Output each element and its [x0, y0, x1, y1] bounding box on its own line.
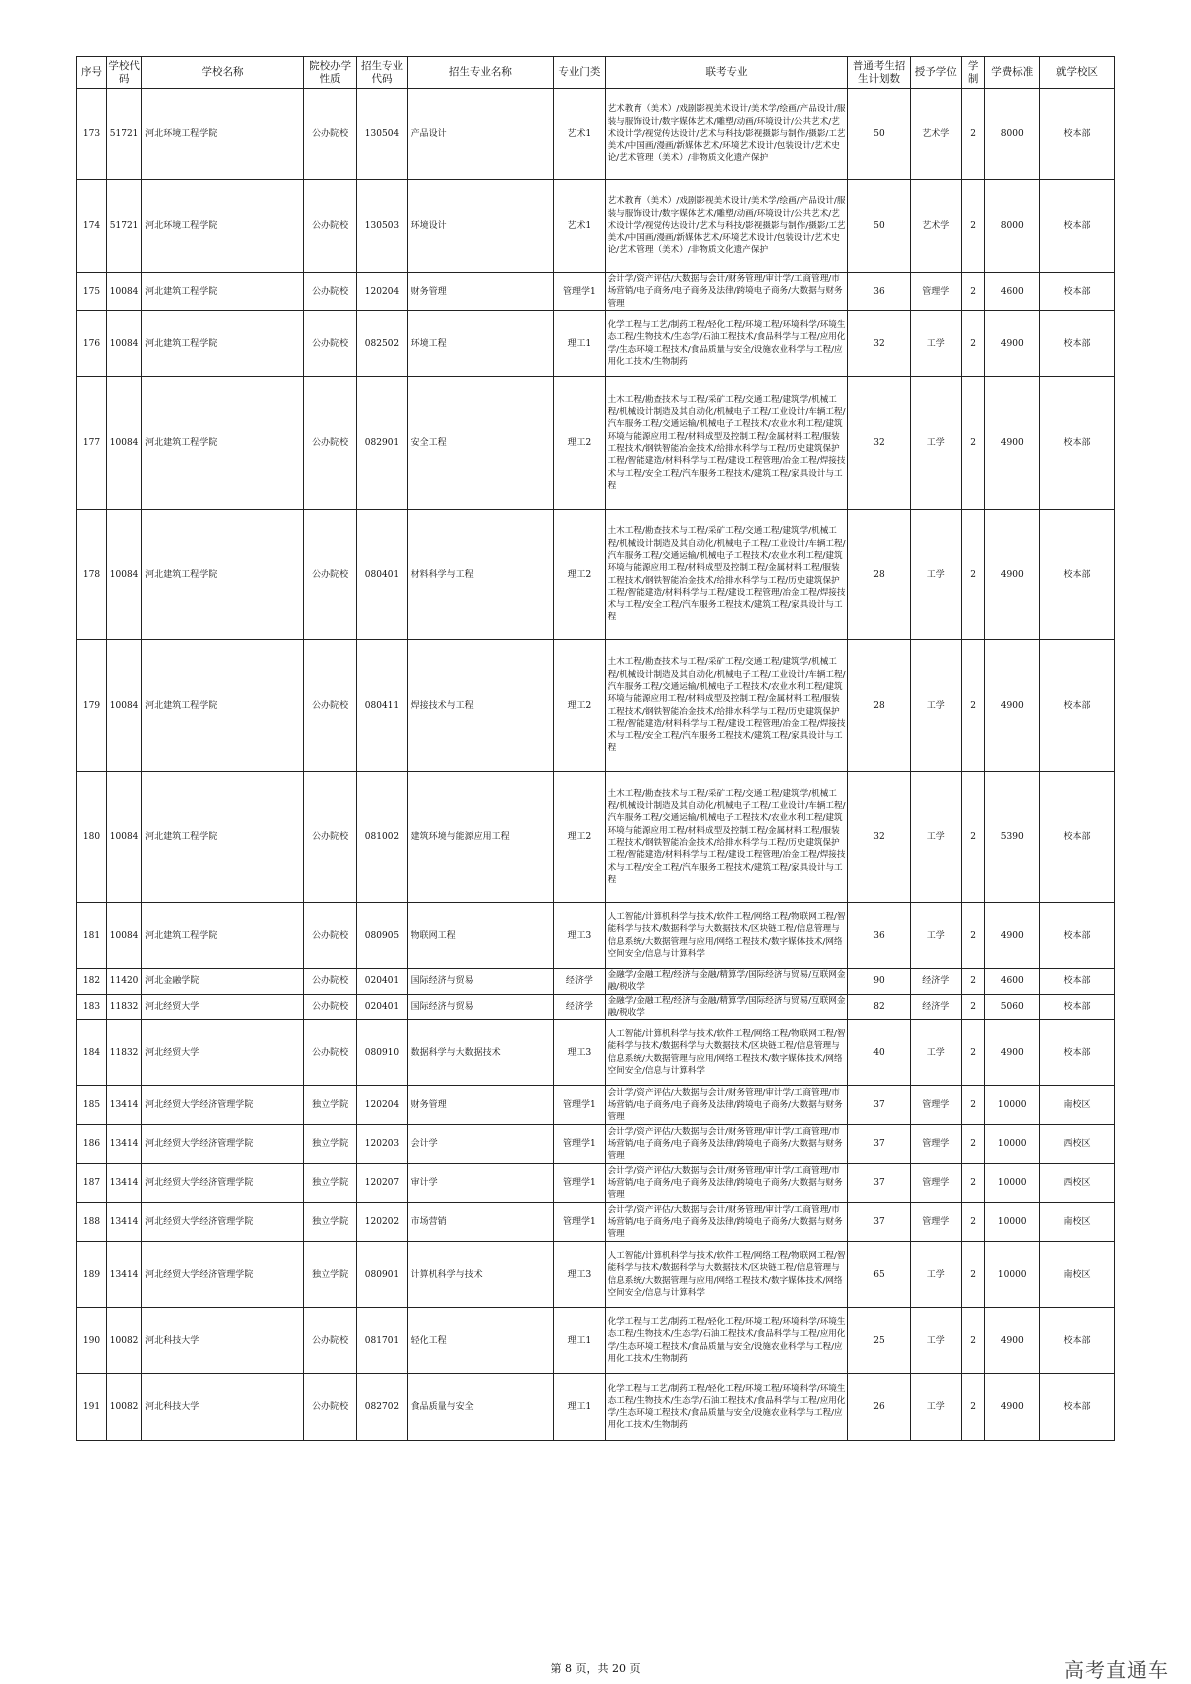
category-cell: 管理学1 — [554, 1086, 605, 1125]
plan-count-cell: 36 — [848, 903, 910, 969]
major-code-cell: 120204 — [357, 1086, 407, 1125]
school-name-cell: 河北经贸大学经济管理学院 — [142, 1125, 304, 1164]
campus-cell: 校本部 — [1040, 510, 1115, 640]
school-type-cell: 独立学院 — [303, 1164, 357, 1203]
major-name-cell: 产品设计 — [407, 89, 554, 180]
category-cell: 理工3 — [554, 903, 605, 969]
major-name-cell: 数据科学与大数据技术 — [407, 1020, 554, 1086]
joint-exam-subjects-cell: 土木工程/勘查技术与工程/采矿工程/交通工程/建筑学/机械工程/机械设计制造及其自动化/机械电子工程/工业设计/车辆工程/汽车服务工程/交通运输/机械电子工程技术/农业水利工程/建筑环境与能源应用工程/材料成型及控制工程/金属材料工程/服装工程技术/钢铁智能冶金技术/给排水科学与工程/历史建筑保护工程/智能建造/材料科学与工程/建设工程管理/冶金工程/焊接技术与工程/安全工程/汽车服务工程技术/建筑工程/家具设计与工程 — [605, 377, 848, 510]
major-name-cell: 计算机科学与技术 — [407, 1242, 554, 1308]
category-cell: 理工3 — [554, 1020, 605, 1086]
school-code-cell: 13414 — [106, 1164, 141, 1203]
school-type-cell: 公办院校 — [303, 994, 357, 1020]
joint-exam-subjects-cell: 人工智能/计算机科学与技术/软件工程/网络工程/物联网工程/智能科学与技术/数据科学与大数据技术/区块链工程/信息管理与信息系统/大数据管理与应用/网络工程技术/数字媒体技术/网络空间安全/信息与计算科学 — [605, 1020, 848, 1086]
tuition-cell: 4900 — [985, 1308, 1040, 1374]
row-number-cell: 185 — [77, 1086, 107, 1125]
category-cell: 经济学 — [554, 994, 605, 1020]
duration-cell: 2 — [961, 273, 985, 311]
joint-exam-subjects-cell: 会计学/资产评估/大数据与会计/财务管理/审计学/工商管理/市场营销/电子商务/电子商务及法律/跨境电子商务/大数据与财务管理 — [605, 1203, 848, 1242]
table-header-row — [77, 57, 1115, 89]
table-row — [77, 640, 1115, 772]
school-name-cell: 河北建筑工程学院 — [142, 772, 304, 903]
degree-cell: 工学 — [910, 1374, 961, 1441]
major-code-cell: 080905 — [357, 903, 407, 969]
duration-cell: 2 — [961, 311, 985, 377]
plan-count-cell: 28 — [848, 640, 910, 772]
category-cell: 管理学1 — [554, 1164, 605, 1203]
major-name-cell: 市场营销 — [407, 1203, 554, 1242]
plan-count-cell: 50 — [848, 180, 910, 273]
tuition-cell: 10000 — [985, 1242, 1040, 1308]
duration-cell: 2 — [961, 1164, 985, 1203]
school-type-cell: 公办院校 — [303, 311, 357, 377]
table-row — [77, 1374, 1115, 1441]
joint-exam-subjects-cell: 金融学/金融工程/经济与金融/精算学/国际经济与贸易/互联网金融/税收学 — [605, 994, 848, 1020]
school-type-cell: 公办院校 — [303, 1308, 357, 1374]
table-row — [77, 1164, 1115, 1203]
row-number-cell: 175 — [77, 273, 107, 311]
major-code-cell: 020401 — [357, 969, 407, 995]
joint-exam-subjects-cell: 会计学/资产评估/大数据与会计/财务管理/审计学/工商管理/市场营销/电子商务/电子商务及法律/跨境电子商务/大数据与财务管理 — [605, 1164, 848, 1203]
table-row — [77, 311, 1115, 377]
plan-count-cell: 50 — [848, 89, 910, 180]
row-number-cell: 173 — [77, 89, 107, 180]
school-name-cell: 河北经贸大学经济管理学院 — [142, 1164, 304, 1203]
school-type-cell: 公办院校 — [303, 903, 357, 969]
school-name-cell: 河北建筑工程学院 — [142, 640, 304, 772]
campus-cell: 校本部 — [1040, 377, 1115, 510]
school-code-cell: 11832 — [106, 1020, 141, 1086]
tuition-cell: 10000 — [985, 1125, 1040, 1164]
plan-count-cell: 82 — [848, 994, 910, 1020]
category-cell: 理工3 — [554, 1242, 605, 1308]
page-footer: 第 8 页，共 20 页 — [550, 1662, 641, 1675]
school-code-cell: 10084 — [106, 311, 141, 377]
joint-exam-subjects-cell: 土木工程/勘查技术与工程/采矿工程/交通工程/建筑学/机械工程/机械设计制造及其自动化/机械电子工程/工业设计/车辆工程/汽车服务工程/交通运输/机械电子工程技术/农业水利工程/建筑环境与能源应用工程/材料成型及控制工程/金属材料工程/服装工程技术/钢铁智能冶金技术/给排水科学与工程/历史建筑保护工程/智能建造/材料科学与工程/建设工程管理/冶金工程/焊接技术与工程/安全工程/汽车服务工程技术/建筑工程/家具设计与工程 — [605, 772, 848, 903]
campus-cell: 西校区 — [1040, 1164, 1115, 1203]
table-row — [77, 969, 1115, 995]
school-code-cell: 10084 — [106, 510, 141, 640]
major-name-cell: 财务管理 — [407, 273, 554, 311]
tuition-cell: 4900 — [985, 640, 1040, 772]
campus-cell: 校本部 — [1040, 903, 1115, 969]
major-name-cell: 材料科学与工程 — [407, 510, 554, 640]
school-type-cell: 公办院校 — [303, 180, 357, 273]
duration-cell: 2 — [961, 903, 985, 969]
school-code-cell: 10084 — [106, 377, 141, 510]
tuition-cell: 5060 — [985, 994, 1040, 1020]
campus-cell: 校本部 — [1040, 994, 1115, 1020]
school-type-cell: 公办院校 — [303, 89, 357, 180]
school-name-cell: 河北建筑工程学院 — [142, 311, 304, 377]
category-cell: 理工2 — [554, 640, 605, 772]
tuition-cell: 8000 — [985, 180, 1040, 273]
plan-count-cell: 28 — [848, 510, 910, 640]
major-code-cell: 020401 — [357, 994, 407, 1020]
table-row — [77, 772, 1115, 903]
row-number-cell: 179 — [77, 640, 107, 772]
table-row — [77, 273, 1115, 311]
degree-cell: 工学 — [910, 1308, 961, 1374]
school-type-cell: 公办院校 — [303, 640, 357, 772]
table-row — [77, 1125, 1115, 1164]
school-code-cell: 11420 — [106, 969, 141, 995]
school-type-cell: 公办院校 — [303, 1374, 357, 1441]
major-code-cell: 130503 — [357, 180, 407, 273]
degree-cell: 工学 — [910, 311, 961, 377]
table-row — [77, 1086, 1115, 1125]
header-cell: 招生专业代码 — [357, 57, 407, 89]
tuition-cell: 10000 — [985, 1164, 1040, 1203]
major-name-cell: 轻化工程 — [407, 1308, 554, 1374]
table-row — [77, 377, 1115, 510]
plan-count-cell: 26 — [848, 1374, 910, 1441]
school-type-cell: 公办院校 — [303, 273, 357, 311]
row-number-cell: 180 — [77, 772, 107, 903]
table-row — [77, 1020, 1115, 1086]
school-name-cell: 河北经贸大学经济管理学院 — [142, 1242, 304, 1308]
header-cell: 学校代码 — [106, 57, 141, 89]
duration-cell: 2 — [961, 640, 985, 772]
school-type-cell: 公办院校 — [303, 1020, 357, 1086]
row-number-cell: 174 — [77, 180, 107, 273]
school-name-cell: 河北科技大学 — [142, 1374, 304, 1441]
degree-cell: 工学 — [910, 377, 961, 510]
row-number-cell: 177 — [77, 377, 107, 510]
table-row — [77, 1308, 1115, 1374]
category-cell: 经济学 — [554, 969, 605, 995]
major-name-cell: 建筑环境与能源应用工程 — [407, 772, 554, 903]
header-cell: 就学校区 — [1040, 57, 1115, 89]
header-cell: 专业门类 — [554, 57, 605, 89]
row-number-cell: 176 — [77, 311, 107, 377]
major-name-cell: 审计学 — [407, 1164, 554, 1203]
category-cell: 管理学1 — [554, 1203, 605, 1242]
header-cell: 普通考生招生计划数 — [848, 57, 910, 89]
table-row — [77, 1203, 1115, 1242]
header-cell: 序号 — [77, 57, 107, 89]
campus-cell: 校本部 — [1040, 1020, 1115, 1086]
category-cell: 理工1 — [554, 311, 605, 377]
joint-exam-subjects-cell: 土木工程/勘查技术与工程/采矿工程/交通工程/建筑学/机械工程/机械设计制造及其自动化/机械电子工程/工业设计/车辆工程/汽车服务工程/交通运输/机械电子工程技术/农业水利工程/建筑环境与能源应用工程/材料成型及控制工程/金属材料工程/服装工程技术/钢铁智能冶金技术/给排水科学与工程/历史建筑保护工程/智能建造/材料科学与工程/建设工程管理/冶金工程/焊接技术与工程/安全工程/汽车服务工程技术/建筑工程/家具设计与工程 — [605, 510, 848, 640]
campus-cell: 校本部 — [1040, 273, 1115, 311]
campus-cell: 校本部 — [1040, 1308, 1115, 1374]
table-row — [77, 89, 1115, 180]
duration-cell: 2 — [961, 89, 985, 180]
degree-cell: 工学 — [910, 1242, 961, 1308]
school-type-cell: 独立学院 — [303, 1203, 357, 1242]
plan-count-cell: 32 — [848, 772, 910, 903]
campus-cell: 南校区 — [1040, 1086, 1115, 1125]
degree-cell: 经济学 — [910, 969, 961, 995]
degree-cell: 管理学 — [910, 1164, 961, 1203]
major-name-cell: 财务管理 — [407, 1086, 554, 1125]
major-code-cell: 082702 — [357, 1374, 407, 1441]
joint-exam-subjects-cell: 金融学/金融工程/经济与金融/精算学/国际经济与贸易/互联网金融/税收学 — [605, 969, 848, 995]
major-code-cell: 081002 — [357, 772, 407, 903]
degree-cell: 管理学 — [910, 1203, 961, 1242]
degree-cell: 工学 — [910, 903, 961, 969]
school-code-cell: 11832 — [106, 994, 141, 1020]
table-row — [77, 994, 1115, 1020]
school-code-cell: 10084 — [106, 640, 141, 772]
campus-cell: 校本部 — [1040, 640, 1115, 772]
major-code-cell: 080401 — [357, 510, 407, 640]
school-name-cell: 河北经贸大学经济管理学院 — [142, 1086, 304, 1125]
tuition-cell: 10000 — [985, 1086, 1040, 1125]
duration-cell: 2 — [961, 1086, 985, 1125]
major-name-cell: 环境设计 — [407, 180, 554, 273]
duration-cell: 2 — [961, 1374, 985, 1441]
tuition-cell: 4600 — [985, 273, 1040, 311]
tuition-cell: 8000 — [985, 89, 1040, 180]
school-name-cell: 河北环境工程学院 — [142, 89, 304, 180]
major-code-cell: 080901 — [357, 1242, 407, 1308]
major-name-cell: 国际经济与贸易 — [407, 994, 554, 1020]
major-code-cell: 120202 — [357, 1203, 407, 1242]
header-cell: 学制 — [961, 57, 985, 89]
school-code-cell: 51721 — [106, 180, 141, 273]
row-number-cell: 183 — [77, 994, 107, 1020]
duration-cell: 2 — [961, 994, 985, 1020]
watermark: 高考直通车 — [1064, 1658, 1169, 1682]
campus-cell: 校本部 — [1040, 969, 1115, 995]
major-name-cell: 环境工程 — [407, 311, 554, 377]
row-number-cell: 190 — [77, 1308, 107, 1374]
plan-count-cell: 25 — [848, 1308, 910, 1374]
duration-cell: 2 — [961, 1203, 985, 1242]
major-name-cell: 食品质量与安全 — [407, 1374, 554, 1441]
major-code-cell: 082502 — [357, 311, 407, 377]
category-cell: 理工2 — [554, 377, 605, 510]
campus-cell: 校本部 — [1040, 89, 1115, 180]
plan-count-cell: 32 — [848, 311, 910, 377]
degree-cell: 工学 — [910, 640, 961, 772]
plan-count-cell: 90 — [848, 969, 910, 995]
header-cell: 联考专业 — [605, 57, 848, 89]
tuition-cell: 4900 — [985, 903, 1040, 969]
school-code-cell: 10082 — [106, 1374, 141, 1441]
joint-exam-subjects-cell: 人工智能/计算机科学与技术/软件工程/网络工程/物联网工程/智能科学与技术/数据科学与大数据技术/区块链工程/信息管理与信息系统/大数据管理与应用/网络工程技术/数字媒体技术/网络空间安全/信息与计算科学 — [605, 903, 848, 969]
row-number-cell: 186 — [77, 1125, 107, 1164]
school-code-cell: 10082 — [106, 1308, 141, 1374]
joint-exam-subjects-cell: 会计学/资产评估/大数据与会计/财务管理/审计学/工商管理/市场营销/电子商务/电子商务及法律/跨境电子商务/大数据与财务管理 — [605, 1125, 848, 1164]
major-code-cell: 080411 — [357, 640, 407, 772]
plan-count-cell: 37 — [848, 1086, 910, 1125]
category-cell: 艺术1 — [554, 89, 605, 180]
school-name-cell: 河北建筑工程学院 — [142, 903, 304, 969]
school-name-cell: 河北经贸大学 — [142, 994, 304, 1020]
major-name-cell: 安全工程 — [407, 377, 554, 510]
degree-cell: 管理学 — [910, 273, 961, 311]
joint-exam-subjects-cell: 土木工程/勘查技术与工程/采矿工程/交通工程/建筑学/机械工程/机械设计制造及其自动化/机械电子工程/工业设计/车辆工程/汽车服务工程/交通运输/机械电子工程技术/农业水利工程/建筑环境与能源应用工程/材料成型及控制工程/金属材料工程/服装工程技术/钢铁智能冶金技术/给排水科学与工程/历史建筑保护工程/智能建造/材料科学与工程/建设工程管理/冶金工程/焊接技术与工程/安全工程/汽车服务工程技术/建筑工程/家具设计与工程 — [605, 640, 848, 772]
joint-exam-subjects-cell: 化学工程与工艺/制药工程/轻化工程/环境工程/环境科学/环境生态工程/生物技术/生态学/石油工程技术/食品科学与工程/应用化学/生态环境工程技术/食品质量与安全/设施农业科学与工程/应用化工技术/生物制药 — [605, 1308, 848, 1374]
header-cell: 授予学位 — [910, 57, 961, 89]
school-name-cell: 河北科技大学 — [142, 1308, 304, 1374]
plan-count-cell: 36 — [848, 273, 910, 311]
school-type-cell: 公办院校 — [303, 510, 357, 640]
school-code-cell: 13414 — [106, 1125, 141, 1164]
tuition-cell: 5390 — [985, 772, 1040, 903]
school-name-cell: 河北金融学院 — [142, 969, 304, 995]
enrollment-table — [76, 56, 1115, 1441]
category-cell: 艺术1 — [554, 180, 605, 273]
school-type-cell: 独立学院 — [303, 1242, 357, 1308]
category-cell: 理工1 — [554, 1374, 605, 1441]
degree-cell: 工学 — [910, 510, 961, 640]
category-cell: 管理学1 — [554, 1125, 605, 1164]
duration-cell: 2 — [961, 510, 985, 640]
campus-cell: 西校区 — [1040, 1125, 1115, 1164]
campus-cell: 校本部 — [1040, 772, 1115, 903]
duration-cell: 2 — [961, 772, 985, 903]
school-code-cell: 13414 — [106, 1203, 141, 1242]
header-cell: 学校名称 — [142, 57, 304, 89]
major-code-cell: 130504 — [357, 89, 407, 180]
plan-count-cell: 37 — [848, 1203, 910, 1242]
plan-count-cell: 40 — [848, 1020, 910, 1086]
joint-exam-subjects-cell: 人工智能/计算机科学与技术/软件工程/网络工程/物联网工程/智能科学与技术/数据科学与大数据技术/区块链工程/信息管理与信息系统/大数据管理与应用/网络工程技术/数字媒体技术/网络空间安全/信息与计算科学 — [605, 1242, 848, 1308]
campus-cell: 校本部 — [1040, 1374, 1115, 1441]
school-code-cell: 10084 — [106, 903, 141, 969]
joint-exam-subjects-cell: 艺术教育（美术）/戏剧影视美术设计/美术学/绘画/产品设计/服装与服饰设计/数字媒体艺术/雕塑/动画/环境设计/公共艺术/艺术设计学/视觉传达设计/艺术与科技/影视摄影与制作/摄影/工艺美术/中国画/漫画/新媒体艺术/环境艺术设计/包装设计/艺术史论/艺术管理（美术）/非物质文化遗产保护 — [605, 180, 848, 273]
row-number-cell: 191 — [77, 1374, 107, 1441]
joint-exam-subjects-cell: 化学工程与工艺/制药工程/轻化工程/环境工程/环境科学/环境生态工程/生物技术/生态学/石油工程技术/食品科学与工程/应用化学/生态环境工程技术/食品质量与安全/设施农业科学与工程/应用化工技术/生物制药 — [605, 1374, 848, 1441]
school-name-cell: 河北环境工程学院 — [142, 180, 304, 273]
plan-count-cell: 37 — [848, 1164, 910, 1203]
duration-cell: 2 — [961, 1125, 985, 1164]
row-number-cell: 188 — [77, 1203, 107, 1242]
category-cell: 理工2 — [554, 510, 605, 640]
header-cell: 招生专业名称 — [407, 57, 554, 89]
school-type-cell: 公办院校 — [303, 969, 357, 995]
campus-cell: 南校区 — [1040, 1242, 1115, 1308]
degree-cell: 经济学 — [910, 994, 961, 1020]
category-cell: 管理学1 — [554, 273, 605, 311]
school-code-cell: 13414 — [106, 1086, 141, 1125]
major-code-cell: 082901 — [357, 377, 407, 510]
duration-cell: 2 — [961, 969, 985, 995]
plan-count-cell: 65 — [848, 1242, 910, 1308]
degree-cell: 艺术学 — [910, 89, 961, 180]
duration-cell: 2 — [961, 1020, 985, 1086]
major-code-cell: 080910 — [357, 1020, 407, 1086]
school-type-cell: 独立学院 — [303, 1125, 357, 1164]
table-row — [77, 903, 1115, 969]
school-type-cell: 公办院校 — [303, 377, 357, 510]
tuition-cell: 4900 — [985, 311, 1040, 377]
degree-cell: 管理学 — [910, 1086, 961, 1125]
joint-exam-subjects-cell: 艺术教育（美术）/戏剧影视美术设计/美术学/绘画/产品设计/服装与服饰设计/数字媒体艺术/雕塑/动画/环境设计/公共艺术/艺术设计学/视觉传达设计/艺术与科技/影视摄影与制作/摄影/工艺美术/中国画/漫画/新媒体艺术/环境艺术设计/包装设计/艺术史论/艺术管理（美术）/非物质文化遗产保护 — [605, 89, 848, 180]
major-code-cell: 081701 — [357, 1308, 407, 1374]
table-row — [77, 1242, 1115, 1308]
joint-exam-subjects-cell: 会计学/资产评估/大数据与会计/财务管理/审计学/工商管理/市场营销/电子商务/电子商务及法律/跨境电子商务/大数据与财务管理 — [605, 1086, 848, 1125]
school-name-cell: 河北经贸大学 — [142, 1020, 304, 1086]
category-cell: 理工1 — [554, 1308, 605, 1374]
duration-cell: 2 — [961, 1242, 985, 1308]
school-name-cell: 河北建筑工程学院 — [142, 510, 304, 640]
row-number-cell: 178 — [77, 510, 107, 640]
plan-count-cell: 37 — [848, 1125, 910, 1164]
major-name-cell: 焊接技术与工程 — [407, 640, 554, 772]
degree-cell: 工学 — [910, 1020, 961, 1086]
tuition-cell: 4900 — [985, 1374, 1040, 1441]
school-code-cell: 51721 — [106, 89, 141, 180]
school-name-cell: 河北建筑工程学院 — [142, 273, 304, 311]
row-number-cell: 184 — [77, 1020, 107, 1086]
duration-cell: 2 — [961, 180, 985, 273]
school-code-cell: 13414 — [106, 1242, 141, 1308]
campus-cell: 校本部 — [1040, 180, 1115, 273]
campus-cell: 校本部 — [1040, 311, 1115, 377]
major-code-cell: 120204 — [357, 273, 407, 311]
school-name-cell: 河北经贸大学经济管理学院 — [142, 1203, 304, 1242]
tuition-cell: 4600 — [985, 969, 1040, 995]
row-number-cell: 181 — [77, 903, 107, 969]
major-name-cell: 会计学 — [407, 1125, 554, 1164]
joint-exam-subjects-cell: 化学工程与工艺/制药工程/轻化工程/环境工程/环境科学/环境生态工程/生物技术/生态学/石油工程技术/食品科学与工程/应用化学/生态环境工程技术/食品质量与安全/设施农业科学与工程/应用化工技术/生物制药 — [605, 311, 848, 377]
header-cell: 院校办学性质 — [303, 57, 357, 89]
tuition-cell: 4900 — [985, 510, 1040, 640]
category-cell: 理工2 — [554, 772, 605, 903]
major-code-cell: 120203 — [357, 1125, 407, 1164]
school-code-cell: 10084 — [106, 772, 141, 903]
degree-cell: 管理学 — [910, 1125, 961, 1164]
header-cell: 学费标准 — [985, 57, 1040, 89]
duration-cell: 2 — [961, 377, 985, 510]
school-code-cell: 10084 — [106, 273, 141, 311]
plan-count-cell: 32 — [848, 377, 910, 510]
tuition-cell: 10000 — [985, 1203, 1040, 1242]
school-type-cell: 独立学院 — [303, 1086, 357, 1125]
major-code-cell: 120207 — [357, 1164, 407, 1203]
joint-exam-subjects-cell: 会计学/资产评估/大数据与会计/财务管理/审计学/工商管理/市场营销/电子商务/电子商务及法律/跨境电子商务/大数据与财务管理 — [605, 273, 848, 311]
campus-cell: 南校区 — [1040, 1203, 1115, 1242]
duration-cell: 2 — [961, 1308, 985, 1374]
major-name-cell: 物联网工程 — [407, 903, 554, 969]
school-type-cell: 公办院校 — [303, 772, 357, 903]
row-number-cell: 187 — [77, 1164, 107, 1203]
row-number-cell: 189 — [77, 1242, 107, 1308]
degree-cell: 艺术学 — [910, 180, 961, 273]
table-row — [77, 510, 1115, 640]
tuition-cell: 4900 — [985, 377, 1040, 510]
school-name-cell: 河北建筑工程学院 — [142, 377, 304, 510]
row-number-cell: 182 — [77, 969, 107, 995]
table-row — [77, 180, 1115, 273]
tuition-cell: 4900 — [985, 1020, 1040, 1086]
major-name-cell: 国际经济与贸易 — [407, 969, 554, 995]
degree-cell: 工学 — [910, 772, 961, 903]
